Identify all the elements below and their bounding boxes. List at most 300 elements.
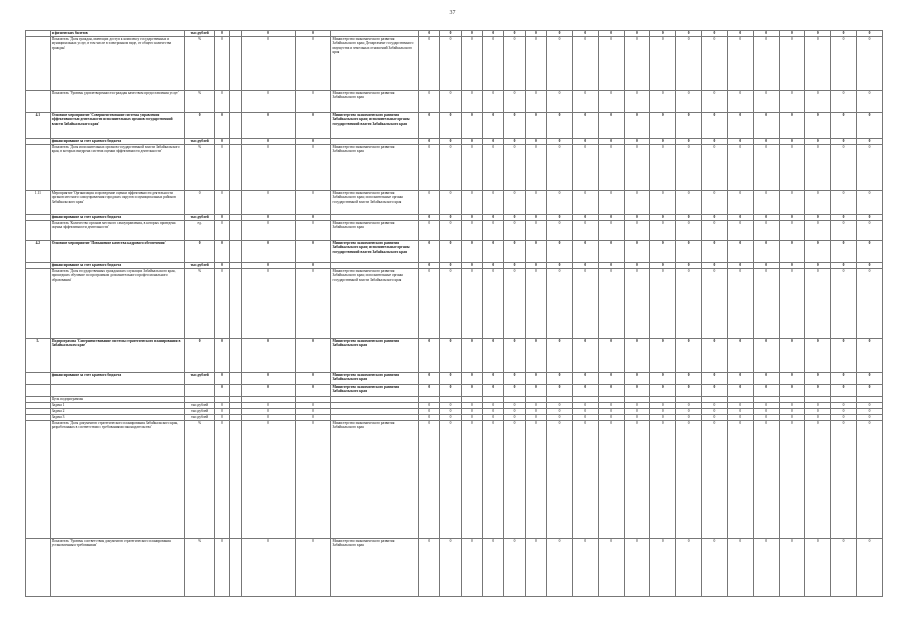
table-cell: 0: [624, 263, 650, 269]
table-cell: 0: [805, 37, 831, 91]
table-cell: 0: [624, 241, 650, 263]
table-cell: 0: [419, 139, 440, 145]
table-cell: 0: [214, 91, 230, 113]
table-cell: 0: [856, 385, 882, 397]
table-cell: 0: [598, 373, 624, 385]
table-cell: 0: [702, 339, 728, 373]
table-cell: 0: [650, 139, 676, 145]
table-cell: 0: [856, 373, 882, 385]
table-cell: 0: [483, 409, 504, 415]
table-cell: 0: [856, 339, 882, 373]
table-cell: 0: [727, 139, 753, 145]
table-cell: 0: [598, 113, 624, 139]
table-row: [26, 91, 883, 113]
table-cell: 0: [831, 221, 857, 241]
table-cell: 0: [241, 263, 295, 269]
table-cell: 0: [525, 221, 546, 241]
table-cell: 0: [440, 37, 461, 91]
table-cell: 0: [727, 409, 753, 415]
table-cell: 0: [295, 269, 331, 339]
table-cell: 0: [214, 421, 230, 539]
table-cell: 0: [214, 215, 230, 221]
table-cell: 0: [419, 113, 440, 139]
table-cell: [230, 385, 241, 397]
table-cell: 0: [650, 91, 676, 113]
table-cell: 0: [504, 145, 525, 191]
table-cell: [230, 241, 241, 263]
table-cell: 0: [779, 191, 805, 215]
table-cell: 0: [214, 37, 230, 91]
table-cell: 0: [572, 269, 598, 339]
table-cell: 0: [525, 339, 546, 373]
table-cell: 0: [461, 91, 482, 113]
table-cell: 0: [831, 91, 857, 113]
table-cell: 0: [547, 539, 573, 597]
table-cell: 0: [295, 241, 331, 263]
table-cell: тыс.рублей: [185, 415, 214, 421]
table-cell: 0: [598, 241, 624, 263]
table-cell: 0: [856, 269, 882, 339]
table-cell: 0: [598, 539, 624, 597]
table-cell: 0: [702, 91, 728, 113]
table-cell: 0: [598, 269, 624, 339]
table-cell: 0: [547, 91, 573, 113]
table-cell: 0: [779, 421, 805, 539]
table-cell: 0: [295, 403, 331, 409]
table-cell: 0: [525, 91, 546, 113]
table-cell: 0: [483, 263, 504, 269]
table-cell: 0: [295, 373, 331, 385]
table-cell: 0: [676, 91, 702, 113]
table-cell: 0: [525, 37, 546, 91]
table-cell: 4.2: [26, 241, 51, 263]
table-cell: 0: [572, 421, 598, 539]
table-cell: 0: [650, 241, 676, 263]
table-cell: 0: [461, 191, 482, 215]
table-cell: 0: [461, 31, 482, 37]
page-number: 37: [449, 10, 456, 16]
table-cell: 0: [598, 415, 624, 421]
table-cell: 0: [805, 139, 831, 145]
table-cell: 0: [504, 409, 525, 415]
table-cell: 0: [461, 415, 482, 421]
table-cell: %: [185, 421, 214, 539]
table-cell: 0: [727, 539, 753, 597]
table-cell: 0: [241, 241, 295, 263]
table-cell: 0: [440, 403, 461, 409]
table-cell: 0: [572, 263, 598, 269]
table-cell: 0: [214, 31, 230, 37]
table-cell: 0: [572, 145, 598, 191]
program-table: [25, 30, 883, 597]
table-cell: Задача 2: [50, 409, 185, 415]
table-cell: 0: [753, 263, 779, 269]
table-cell: 0: [624, 269, 650, 339]
table-cell: 0: [547, 241, 573, 263]
table-cell: 0: [727, 339, 753, 373]
table-cell: Министерство экономического развития Забайкальского края: [331, 421, 419, 539]
table-cell: 0: [440, 415, 461, 421]
table-cell: 0: [461, 403, 482, 409]
table-cell: %: [185, 91, 214, 113]
table-cell: 0: [547, 421, 573, 539]
table-cell: 0: [419, 221, 440, 241]
table-cell: 0: [702, 263, 728, 269]
table-cell: 0: [779, 145, 805, 191]
table-cell: 0: [831, 37, 857, 91]
table-cell: 0: [831, 415, 857, 421]
table-cell: 0: [419, 269, 440, 339]
table-cell: 0: [727, 385, 753, 397]
table-cell: 0: [483, 373, 504, 385]
table-cell: 0: [295, 539, 331, 597]
table-cell: тыс.рублей: [185, 31, 214, 37]
table-cell: [185, 385, 214, 397]
table-cell: 0: [856, 403, 882, 409]
table-cell: 0: [572, 373, 598, 385]
table-cell: 0: [598, 91, 624, 113]
table-cell: 0: [831, 191, 857, 215]
table-cell: 0: [779, 385, 805, 397]
table-cell: 0: [753, 415, 779, 421]
table-cell: %: [185, 269, 214, 339]
table-cell: 0: [572, 539, 598, 597]
table-cell: 0: [461, 269, 482, 339]
table-cell: 0: [676, 139, 702, 145]
table-cell: 0: [504, 373, 525, 385]
table-cell: 4.1: [26, 113, 51, 139]
table-cell: 0: [504, 37, 525, 91]
table-cell: ед.: [185, 221, 214, 241]
table-cell: 0: [727, 145, 753, 191]
table-cell: 0: [805, 113, 831, 139]
table-cell: 0: [295, 415, 331, 421]
table-cell: [26, 37, 51, 91]
table-cell: 0: [214, 409, 230, 415]
table-cell: Показатель 'Доля государственных гражданских служащих Забайкальского края, прошедших обучение по программам дополнительного профессионального образования': [50, 269, 185, 339]
table-cell: Министерство экономического развития Забайкальского края: [331, 539, 419, 597]
table-cell: 0: [624, 215, 650, 221]
table-cell: Мероприятие 'Организация и проведение оценки эффективности деятельности органов местного самоуправления городских округов и муниципальных районов Забайкальского края': [50, 191, 185, 215]
table-cell: 0: [525, 145, 546, 191]
table-cell: 0: [856, 31, 882, 37]
table-cell: 0: [676, 191, 702, 215]
table-cell: 0: [440, 221, 461, 241]
table-cell: 0: [805, 409, 831, 415]
table-cell: Показатель 'Количество органов местного самоуправления, в которых проведена оценка эффективности деятельности': [50, 221, 185, 241]
table-cell: 0: [702, 373, 728, 385]
table-row: [26, 373, 883, 385]
table-cell: 0: [440, 91, 461, 113]
table-cell: 0: [440, 263, 461, 269]
table-cell: 0: [650, 339, 676, 373]
table-cell: 0: [547, 269, 573, 339]
table-cell: 0: [525, 139, 546, 145]
table-cell: 0: [440, 215, 461, 221]
table-cell: 0: [702, 37, 728, 91]
table-cell: 0: [779, 269, 805, 339]
table-cell: 0: [295, 421, 331, 539]
table-cell: 0: [241, 139, 295, 145]
table-cell: 0: [676, 31, 702, 37]
table-cell: 0: [676, 415, 702, 421]
table-cell: 0: [461, 113, 482, 139]
table-row: [26, 339, 883, 373]
table-cell: 0: [727, 373, 753, 385]
table-row: [26, 221, 883, 241]
table-cell: 0: [572, 215, 598, 221]
table-cell: [26, 145, 51, 191]
table-cell: 0: [241, 415, 295, 421]
table-cell: 0: [650, 539, 676, 597]
table-cell: 0: [440, 539, 461, 597]
table-cell: 0: [624, 31, 650, 37]
table-cell: 0: [440, 269, 461, 339]
table-row: [26, 113, 883, 139]
table-cell: 0: [572, 37, 598, 91]
table-cell: 0: [419, 241, 440, 263]
table-cell: 0: [856, 539, 882, 597]
table-cell: 0: [525, 113, 546, 139]
table-cell: 0: [856, 241, 882, 263]
table-cell: 0: [241, 215, 295, 221]
table-cell: 0: [525, 385, 546, 397]
table-cell: 0: [440, 113, 461, 139]
table-cell: 0: [419, 31, 440, 37]
table-cell: тыс.рублей: [185, 215, 214, 221]
table-cell: 0: [214, 241, 230, 263]
table-cell: 0: [547, 221, 573, 241]
table-cell: 0: [214, 269, 230, 339]
table-cell: 0: [831, 339, 857, 373]
table-cell: 0: [805, 403, 831, 409]
table-cell: 0: [624, 385, 650, 397]
table-cell: 0: [241, 421, 295, 539]
table-cell: 0: [504, 241, 525, 263]
table-cell: тыс.рублей: [185, 409, 214, 415]
table-cell: [230, 373, 241, 385]
table-cell: 0: [419, 415, 440, 421]
table-cell: Показатель 'Уровень соответствия документов стратегического планирования установленным требованиям': [50, 539, 185, 597]
table-cell: 0: [572, 415, 598, 421]
table-cell: 0: [727, 269, 753, 339]
table-cell: 0: [753, 191, 779, 215]
table-cell: 0: [624, 415, 650, 421]
table-cell: 0: [831, 113, 857, 139]
table-cell: 0: [241, 37, 295, 91]
table-row: [26, 539, 883, 597]
table-cell: 0: [831, 263, 857, 269]
table-cell: 0: [753, 139, 779, 145]
table-cell: 0: [598, 31, 624, 37]
table-cell: и физических билетов: [50, 31, 185, 37]
table-cell: 0: [856, 221, 882, 241]
table-cell: тыс.рублей: [185, 403, 214, 409]
table-cell: Министерство экономического развития Забайкальского края; исполнительные органы государственной власти Забайкальского края: [331, 113, 419, 139]
table-cell: 0: [702, 385, 728, 397]
table-cell: 0: [419, 215, 440, 221]
table-cell: 0: [214, 145, 230, 191]
table-cell: 0: [241, 221, 295, 241]
table-cell: 0: [295, 113, 331, 139]
table-cell: 0: [727, 215, 753, 221]
table-cell: 0: [676, 215, 702, 221]
table-cell: 0: [295, 221, 331, 241]
table-cell: [50, 385, 185, 397]
table-cell: 0: [727, 221, 753, 241]
table-cell: финансирование за счет краевого бюджета: [50, 263, 185, 269]
table-cell: [230, 421, 241, 539]
table-cell: 0: [779, 263, 805, 269]
table-cell: Министерство экономического развития Забайкальского края: [331, 221, 419, 241]
table-cell: 0: [241, 145, 295, 191]
table-cell: 0: [483, 37, 504, 91]
table-cell: 0: [214, 221, 230, 241]
table-cell: 0: [650, 145, 676, 191]
table-cell: 0: [214, 113, 230, 139]
table-cell: 0: [753, 385, 779, 397]
table-cell: 0: [504, 263, 525, 269]
table-cell: 0: [483, 31, 504, 37]
table-cell: 0: [831, 31, 857, 37]
table-cell: 0: [461, 409, 482, 415]
table-cell: 0: [295, 339, 331, 373]
table-cell: Министерство экономического развития Забайкальского края; Департамент государственного имущества и земельных отношений Забайкальского края: [331, 37, 419, 91]
table-cell: Министерство экономического развития Забайкальского края: [331, 339, 419, 373]
table-cell: 0: [727, 421, 753, 539]
table-cell: 0: [461, 241, 482, 263]
table-cell: 0: [547, 191, 573, 215]
table-cell: 0: [419, 373, 440, 385]
table-cell: 0: [779, 409, 805, 415]
table-cell: Цель подпрограммы: [50, 397, 185, 403]
table-cell: 0: [753, 241, 779, 263]
table-cell: 0: [598, 215, 624, 221]
table-cell: 0: [525, 373, 546, 385]
table-cell: 0: [727, 241, 753, 263]
table-cell: %: [185, 37, 214, 91]
table-cell: 0: [805, 373, 831, 385]
table-cell: 0: [702, 539, 728, 597]
table-cell: [230, 221, 241, 241]
table-cell: тыс.рублей: [185, 373, 214, 385]
table-cell: 0: [419, 339, 440, 373]
table-cell: 0: [831, 421, 857, 539]
table-cell: Задача 3: [50, 415, 185, 421]
table-cell: 0: [676, 145, 702, 191]
table-cell: 0: [856, 91, 882, 113]
table-row: [26, 385, 883, 397]
table-cell: 0: [779, 113, 805, 139]
table-cell: 0: [624, 403, 650, 409]
table-cell: 0: [727, 263, 753, 269]
table-cell: 0: [598, 191, 624, 215]
table-cell: 0: [805, 221, 831, 241]
table-cell: 0: [572, 409, 598, 415]
table-cell: 0: [831, 145, 857, 191]
table-cell: 0: [753, 373, 779, 385]
table-cell: 0: [624, 191, 650, 215]
table-cell: 0: [598, 403, 624, 409]
table-cell: 0: [727, 403, 753, 409]
table-cell: 0: [650, 421, 676, 539]
table-cell: 0: [805, 421, 831, 539]
table-cell: 0: [547, 385, 573, 397]
table-cell: 0: [856, 415, 882, 421]
table-cell: 0: [805, 385, 831, 397]
table-cell: 0: [572, 139, 598, 145]
table-cell: 0: [702, 113, 728, 139]
table-cell: 0: [753, 221, 779, 241]
table-cell: 0: [483, 221, 504, 241]
table-cell: [26, 539, 51, 597]
table-cell: 0: [504, 415, 525, 421]
table-cell: 0: [214, 415, 230, 421]
table-cell: 0: [241, 373, 295, 385]
table-cell: 0: [483, 241, 504, 263]
table-cell: 0: [295, 145, 331, 191]
table-cell: 0: [805, 145, 831, 191]
table-cell: 0: [241, 385, 295, 397]
table-cell: [230, 539, 241, 597]
table-cell: 0: [650, 191, 676, 215]
table-cell: 0: [676, 539, 702, 597]
table-cell: 0: [779, 31, 805, 37]
table-cell: Министерство экономического развития Забайкальского края: [331, 373, 419, 385]
table-cell: 0: [440, 373, 461, 385]
table-cell: 0: [624, 421, 650, 539]
table-cell: 0: [753, 269, 779, 339]
table-cell: 0: [650, 113, 676, 139]
table-cell: 0: [805, 31, 831, 37]
table-cell: 0: [547, 373, 573, 385]
table-cell: 0: [419, 191, 440, 215]
table-cell: 0: [241, 91, 295, 113]
table-cell: 0: [483, 403, 504, 409]
table-cell: 0: [525, 263, 546, 269]
table-cell: 0: [702, 191, 728, 215]
table-cell: 0: [572, 191, 598, 215]
table-cell: 0: [676, 385, 702, 397]
table-cell: 0: [504, 339, 525, 373]
table-cell: 0: [598, 139, 624, 145]
table-cell: 0: [440, 191, 461, 215]
table-row: [26, 145, 883, 191]
table-cell: 0: [727, 415, 753, 421]
table-cell: финансирование за счет краевого бюджета: [50, 139, 185, 145]
table-cell: 0: [572, 241, 598, 263]
table-cell: [230, 145, 241, 191]
table-cell: 0: [598, 339, 624, 373]
table-cell: 0: [295, 409, 331, 415]
table-cell: 0: [504, 269, 525, 339]
table-cell: 0: [483, 339, 504, 373]
table-cell: 0: [831, 373, 857, 385]
table-cell: 0: [650, 221, 676, 241]
table-cell: 0: [650, 403, 676, 409]
table-cell: 0: [831, 409, 857, 415]
table-cell: 0: [856, 139, 882, 145]
table-cell: 0: [650, 373, 676, 385]
table-cell: 0: [504, 139, 525, 145]
table-cell: 0: [779, 221, 805, 241]
table-cell: 0: [483, 415, 504, 421]
table-cell: [26, 269, 51, 339]
table-cell: 0: [483, 145, 504, 191]
table-cell: Министерство экономического развития Забайкальского края; исполнительные органы государственной власти Забайкальского края: [331, 191, 419, 215]
table-cell: 0: [624, 37, 650, 91]
table-cell: 0: [702, 145, 728, 191]
